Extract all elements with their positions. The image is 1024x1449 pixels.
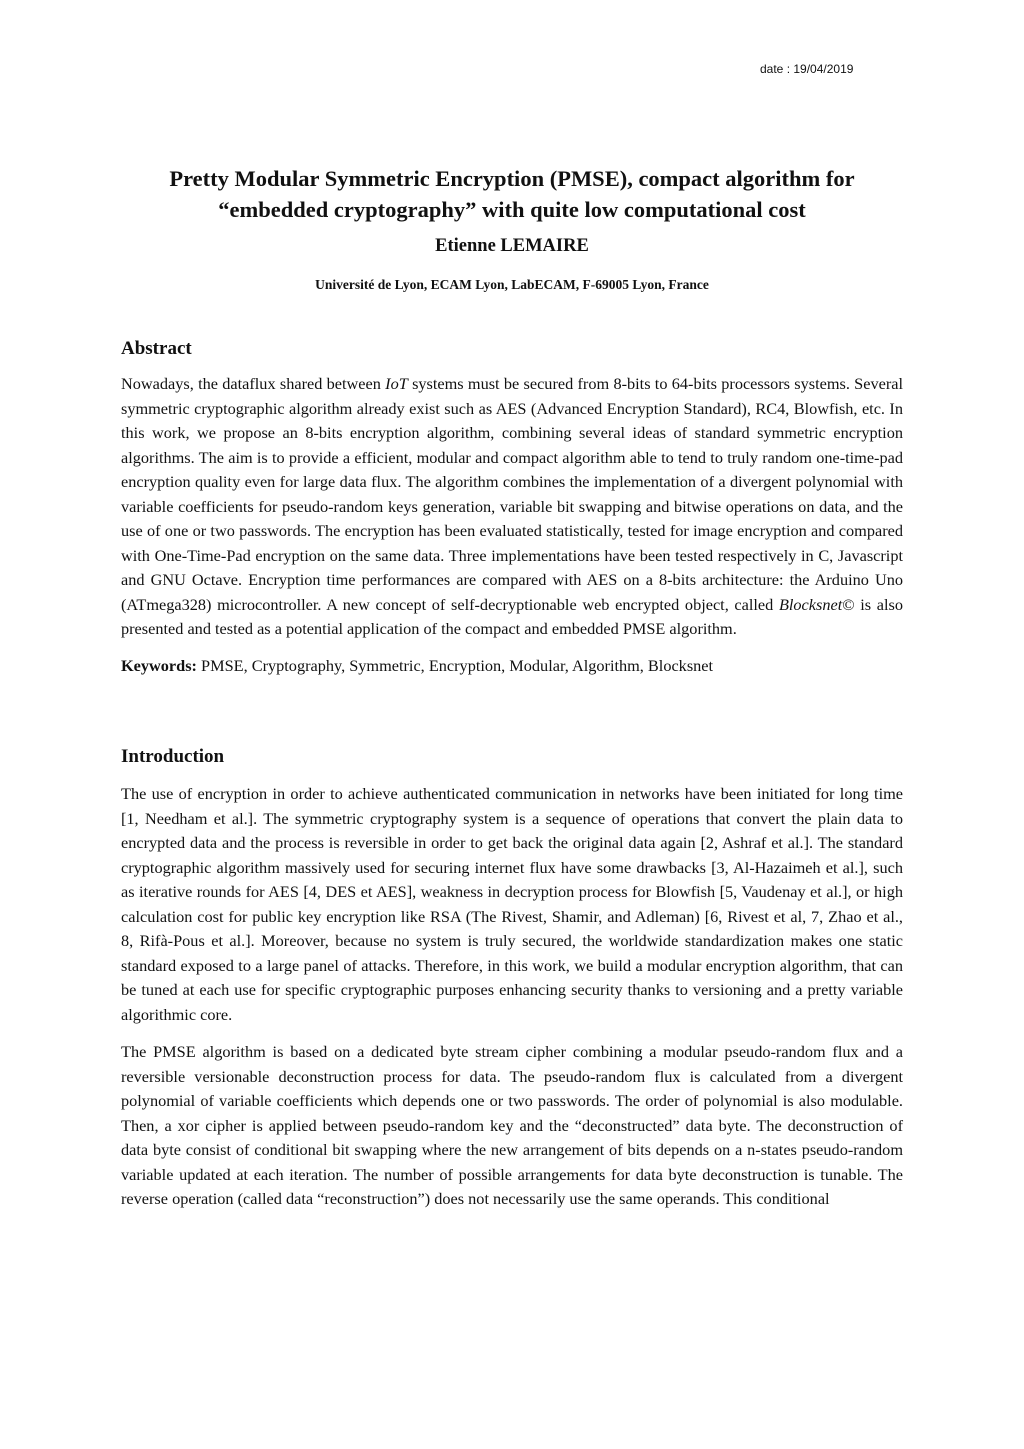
keywords-list: PMSE, Cryptography, Symmetric, Encryption, Modular, Algorithm, Blocksnet [196, 655, 714, 675]
abstract-iot-term: IoT [385, 374, 408, 393]
keywords-label: Keywords: [121, 655, 197, 675]
abstract-text-part-1: Nowadays, the dataflux shared between [121, 374, 386, 393]
abstract-text [121, 372, 903, 642]
author-affiliation: Université de Lyon, ECAM Lyon, LabECAM, F-69005 Lyon, France [315, 277, 709, 292]
abstract-blocksnet-term: Blocksnet [778, 594, 843, 614]
abstract-heading: Abstract [121, 338, 192, 359]
abstract-text-part-3: © is also presented and tested as a potential application of the compact and embedded PMSE algorithm. [121, 594, 903, 638]
author-name: Etienne LEMAIRE [435, 236, 589, 256]
paper-body [121, 336, 903, 1212]
introduction-paragraph-2: The PMSE algorithm is based on a dedicated byte stream cipher combining a modular pseudo-random flux and a reversible versionable deconstruction process for data. The pseudo-random flux is calculated from a divergent polynomial of variable coefficients which depends one or two passwords. The order of polynomial is also modulable. Then, a xor cipher is applied between pseudo-random key and the “deconstructed” data byte. The deconstruction of data byte consist of conditional bit swapping where the new arrangement of bits depends on a n-states pseudo-random variable updated at each iteration. The number of possible arrangements for data byte deconstruction is tunable. The reverse operation (called data “reconstruction”) does not necessarily use the same operands. This conditional [121, 1042, 903, 1208]
paper-title-line-2: “embedded cryptography” with quite low computational cost [218, 197, 806, 222]
date-label: date : 19/04/2019 [760, 62, 854, 76]
introduction-paragraph-1: The use of encryption in order to achieve authenticated communication in networks have been initiated for long time [1, Needham et al.]. The symmetric cryptography system is a sequence of operations that convert the plain data to encrypted data and the process is reversible in order to get back the original data again [2, Ashraf et al.]. The standard cryptographic algorithm massively used for securing internet flux have some drawbacks [3, Al-Hazaimeh et al.], such as iterative rounds for AES [4, DES et AES], weakness in decryption process for Blowfish [5, Vaudenay et al.], or high calculation cost for public key encryption like RSA (The Rivest, Shamir, and Adleman) [6, Rivest et al, 7, Zhao et al., 8, Rifà-Pous et al.]. Moreover, because no system is truly secured, the worldwide standardization makes one static standard exposed to a large panel of attacks. Therefore, in this work, we build a modular encryption algorithm, that can be tuned at each use for specific cryptographic purposes enhancing security thanks to versioning and a pretty variable algorithmic core. [121, 784, 903, 1024]
paper-title [60, 163, 964, 225]
introduction-heading: Introduction [121, 746, 225, 767]
paper-title-line-1: Pretty Modular Symmetric Encryption (PMSE), compact algorithm for [169, 166, 855, 191]
keywords [121, 654, 903, 679]
abstract-text-part-2: systems must be secured from 8-bits to 64-bits processors systems. Several symmetric cryptographic algorithm already exist such as AES (Advanced Encryption Standard), RC4, Blowfish, etc. In this work, we propose an 8-bits encryption algorithm, combining several ideas of standard symmetric encryption algorithms. The aim is to provide a efficient, modular and compact algorithm able to tend to truly random one-time-pad encryption quality even for large data flux. The algorithm combines the implementation of a divergent polynomial with variable coefficients for pseudo-random keys generation, variable bit swapping and bitwise operations on data, and the use of one or two passwords. The encryption has been evaluated statistically, tested for image encryption and compared with One-Time-Pad encryption on the same data. Three implementations have been tested respectively in C, Javascript and GNU Octave. Encryption time performances are compared with AES on a 8-bits architecture: the Arduino Uno (ATmega328) microcontroller. A new concept of self-decryptionable web encrypted object, called [121, 374, 903, 614]
